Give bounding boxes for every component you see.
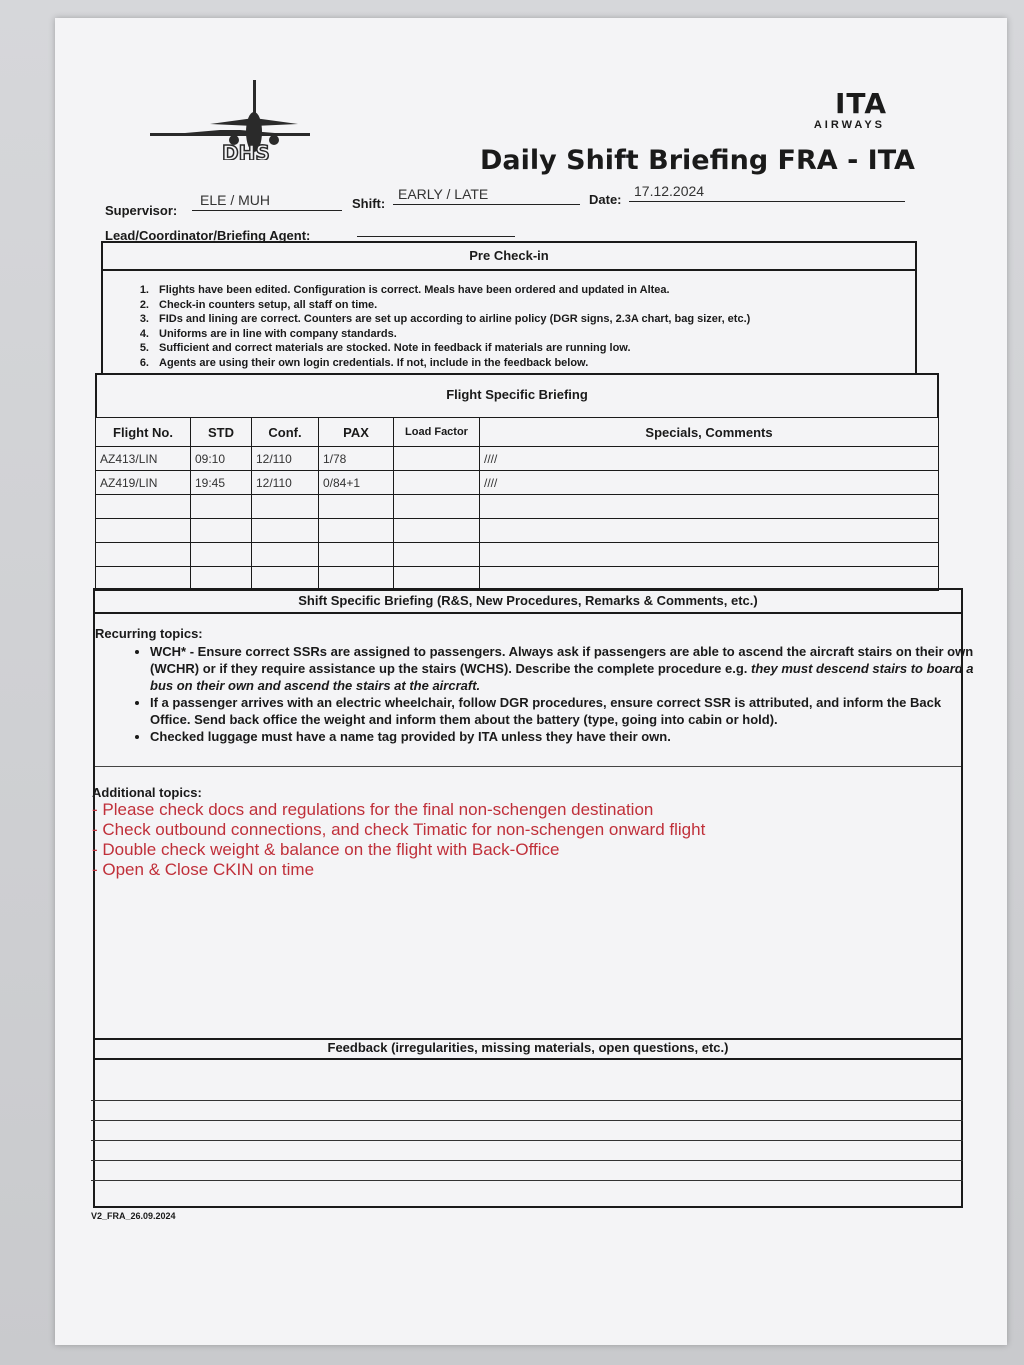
load-factor-cell — [394, 471, 480, 495]
table-row — [96, 567, 939, 591]
recurring-topic-item: • Checked luggage must have a name tag provided by ITA unless they have their own. — [150, 728, 975, 745]
ita-airways-subtitle: AIRWAYS — [813, 119, 885, 131]
column-header: Load Factor — [394, 418, 480, 447]
comments-cell: //// — [480, 471, 939, 495]
pax-cell: 0/84+1 — [319, 471, 394, 495]
additional-topic-item: - Check outbound connections, and check Timatic for non-schengen onward flight — [92, 820, 706, 839]
shift-briefing-heading: Shift Specific Briefing (R&S, New Procedures, Remarks & Comments, etc.) — [298, 593, 758, 608]
pax-cell: 1/78 — [319, 447, 394, 471]
checklist-item: 6. Agents are using their own login credentials. If not, include in the feedback below. — [139, 356, 589, 369]
recurring-topics-heading: Recurring topics: — [95, 626, 203, 641]
checklist-item: 2. Check-in counters setup, all staff on time. — [139, 298, 378, 311]
recurring-topic-item: • If a passenger arrives with an electric wheelchair, follow DGR procedures, ensure correct SSR is attributed, and inform the Back Office. Send back office the weight and inform them about the battery (type, going into cabin or hold). — [150, 694, 975, 728]
column-header: Specials, Comments — [480, 418, 939, 447]
recurring-topic-item: • WCH* - Ensure correct SSRs are assigned to passengers. Always ask if passengers are able to ascend the aircraft stairs on their own (WCHR) or if they require assistance up the stairs (WCHS). Describe the complete procedure e.g. they must descend stairs to board a bus on their own and ascend the stairs at the aircraft. — [150, 643, 975, 694]
briefing-sheet — [55, 18, 1007, 1345]
flight-table-header-row — [96, 418, 939, 447]
pre-checkin-heading: Pre Check-in — [469, 248, 549, 263]
feedback-line — [91, 1140, 963, 1141]
column-header: STD — [191, 418, 252, 447]
table-row — [96, 447, 939, 471]
feedback-line — [91, 1180, 963, 1181]
feedback-line — [91, 1160, 963, 1161]
dhs-logo-text: DHS — [222, 141, 270, 160]
shift-label: Shift: — [352, 196, 386, 211]
dhs-airplane-logo — [150, 80, 310, 160]
supervisor-value: ELE / MUH — [200, 192, 271, 208]
conf-cell: 12/110 — [252, 447, 319, 471]
ita-airways-logo — [813, 87, 887, 131]
shift-value: EARLY / LATE — [398, 186, 489, 202]
document-title: Daily Shift Briefing FRA - ITA — [480, 145, 915, 176]
checklist-item: 5. Sufficient and correct materials are stocked. Note in feedback if materials are running low. — [139, 342, 631, 354]
supervisor-label: Supervisor: — [105, 203, 178, 218]
recurring-topics — [95, 626, 975, 745]
column-header: Flight No. — [96, 418, 191, 447]
pre-checkin-checklist — [121, 284, 750, 371]
table-row — [96, 519, 939, 543]
lead-coordinator-label: Lead/Coordinator/Briefing Agent: — [105, 228, 311, 243]
column-header: Conf. — [252, 418, 319, 447]
checklist-item: 4. Uniforms are in line with company standards. — [139, 327, 397, 340]
feedback-line — [91, 1100, 963, 1101]
flight-table — [95, 417, 939, 591]
conf-cell: 12/110 — [252, 471, 319, 495]
additional-topics — [92, 785, 892, 880]
std-cell: 19:45 — [191, 471, 252, 495]
checklist-item: 3. FIDs and lining are correct. Counters are set up according to airline policy (DGR signs, 2.3A chart, bag sizer, etc.) — [139, 313, 751, 325]
checklist-item: 1. Flights have been edited. Configuration is correct. Meals have been ordered and updated in Altea. — [139, 284, 670, 296]
table-row — [96, 543, 939, 567]
feedback-heading: Feedback (irregularities, missing materials, open questions, etc.) — [327, 1040, 729, 1055]
additional-topic-item: - Double check weight & balance on the flight with Back-Office — [92, 840, 560, 859]
flight-number-cell: AZ419/LIN — [96, 471, 191, 495]
ita-brand-mark: ITA — [834, 87, 887, 120]
additional-topic-item: - Please check docs and regulations for the final non-schengen destination — [92, 800, 654, 819]
additional-topics-heading: Additional topics: — [92, 785, 202, 800]
load-factor-cell — [394, 447, 480, 471]
additional-topic-item: - Open & Close CKIN on time — [92, 860, 315, 879]
column-header: PAX — [319, 418, 394, 447]
document-version: V2_FRA_26.09.2024 — [91, 1211, 176, 1221]
table-row — [96, 471, 939, 495]
date-value: 17.12.2024 — [634, 183, 705, 199]
date-label: Date: — [589, 192, 622, 207]
flight-briefing-heading: Flight Specific Briefing — [446, 387, 588, 402]
std-cell: 09:10 — [191, 447, 252, 471]
comments-cell: //// — [480, 447, 939, 471]
feedback-line — [91, 1120, 963, 1121]
table-row — [96, 495, 939, 519]
flight-number-cell: AZ413/LIN — [96, 447, 191, 471]
